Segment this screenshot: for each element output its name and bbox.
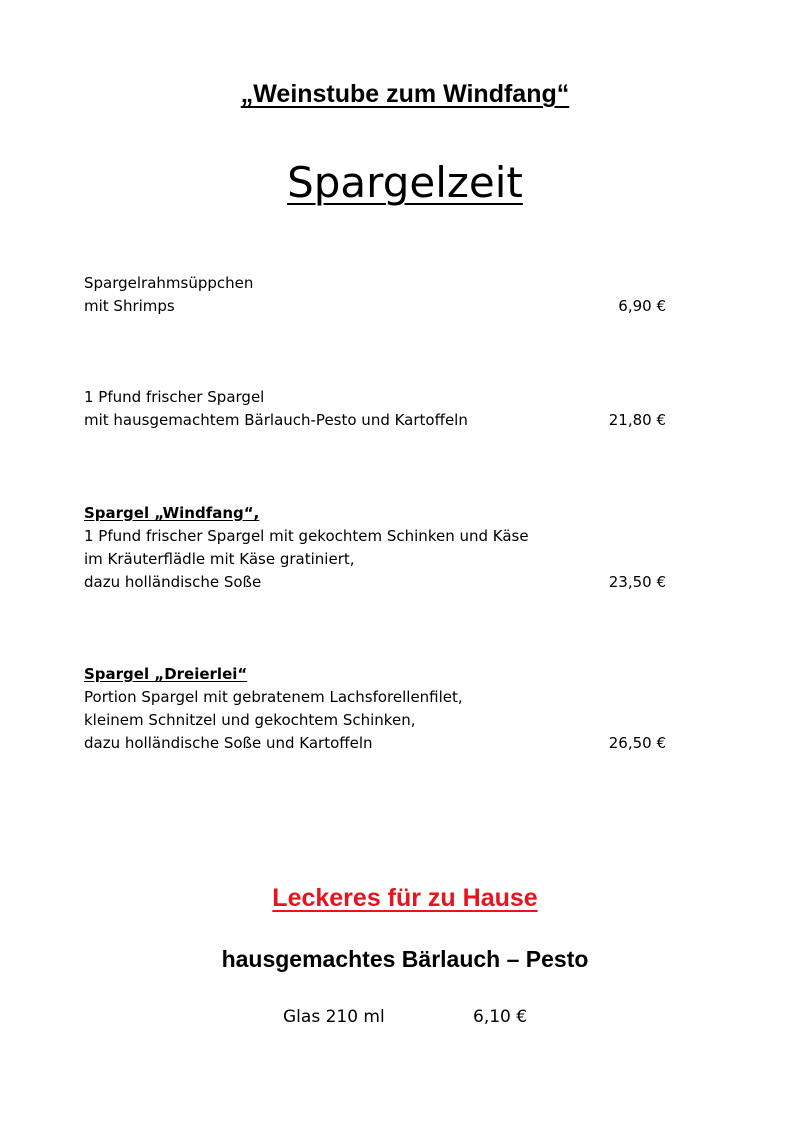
menu-item-price: 26,50 € — [608, 734, 666, 752]
menu-item-line: kleinem Schnitzel und gekochtem Schinken, — [84, 711, 416, 729]
menu-item-price: 21,80 € — [608, 411, 666, 429]
menu-item-price: 23,50 € — [608, 573, 666, 591]
menu-item-line: 1 Pfund frischer Spargel mit gekochtem Schinken und Käse — [84, 527, 529, 545]
menu-item — [84, 386, 666, 432]
menu-item-line: dazu holländische Soße — [84, 573, 262, 591]
menu-item-line: mit hausgemachtem Bärlauch-Pesto und Kartoffeln — [84, 411, 468, 429]
takeaway-product-price: 6,10 € — [473, 1007, 528, 1027]
page-title: Spargelzeit — [287, 158, 523, 207]
takeaway-product-size: Glas 210 ml — [283, 1007, 385, 1027]
menu-item-line: mit Shrimps — [84, 297, 175, 315]
takeaway-heading: Leckeres für zu Hause — [272, 884, 538, 912]
restaurant-name: „Weinstube zum Windfang“ — [240, 80, 570, 108]
menu-item-line: Portion Spargel mit gebratenem Lachsforellenfilet, — [84, 688, 463, 706]
menu-item — [84, 502, 666, 594]
menu-item-price: 6,90 € — [618, 297, 666, 315]
menu-item-line: dazu holländische Soße und Kartoffeln — [84, 734, 373, 752]
menu-item — [84, 663, 666, 755]
takeaway-product-name: hausgemachtes Bärlauch – Pesto — [221, 946, 589, 972]
menu-item-line: im Kräuterflädle mit Käse gratiniert, — [84, 550, 355, 568]
menu-item — [84, 272, 666, 318]
menu-item-line: 1 Pfund frischer Spargel — [84, 388, 265, 406]
menu-item-name: Spargel „Windfang“, — [84, 504, 260, 522]
menu-item-line: Spargelrahmsüppchen — [84, 274, 254, 292]
menu-item-name: Spargel „Dreierlei“ — [84, 665, 248, 683]
